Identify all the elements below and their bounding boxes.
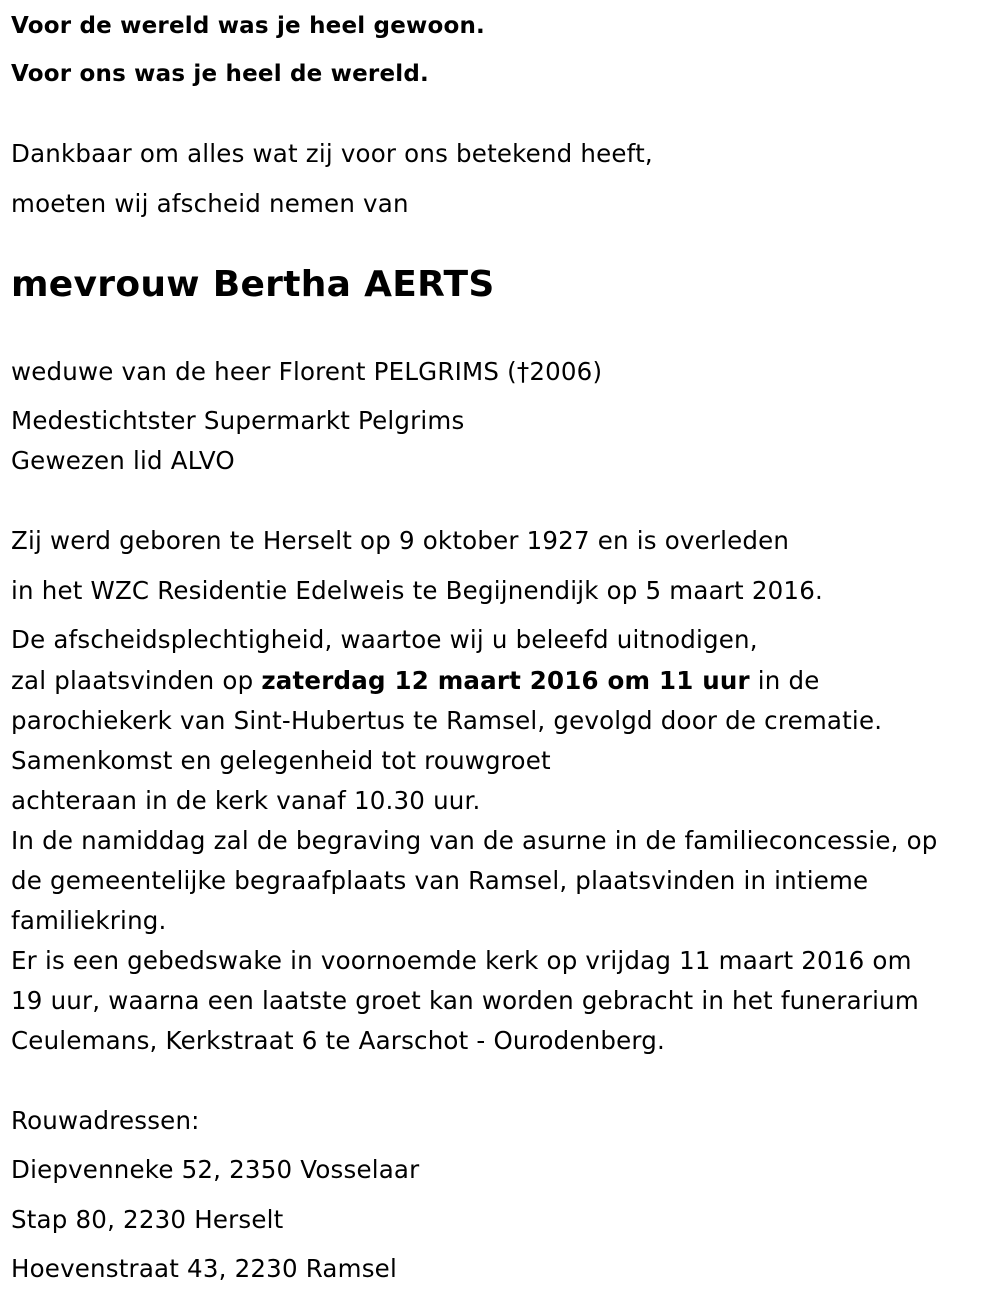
ceremony-line-9: Er is een gebedswake in voornoemde kerk op vrijdag 11 maart 2016 om [11,946,912,975]
role-line-2: Gewezen lid ALVO [11,446,235,475]
birth-death-line-1: Zij werd geboren te Herselt op 9 oktober 1927 en is overleden [11,526,790,555]
deceased-name: mevrouw Bertha AERTS [11,264,495,305]
motto-line-1: Voor de wereld was je heel gewoon. [11,13,485,39]
addresses-heading: Rouwadressen: [11,1106,200,1135]
ceremony-date-suffix: in de [749,666,820,695]
role-line-1: Medestichtster Supermarkt Pelgrims [11,406,465,435]
intro-line-2: moeten wij afscheid nemen van [11,189,409,218]
intro-line-1: Dankbaar om alles wat zij voor ons betekend heeft, [11,139,653,168]
cross-icon: † [516,357,530,386]
spouse-suffix: 2006) [529,357,603,386]
spouse-line [11,357,602,387]
ceremony-line-1: De afscheidsplechtigheid, waartoe wij u beleefd uitnodigen, [11,625,758,654]
ceremony-line-3: parochiekerk van Sint-Hubertus te Ramsel, gevolgd door de crematie. [11,706,883,735]
ceremony-line-7: de gemeentelijke begraafplaats van Ramsel, plaatsvinden in intieme [11,866,869,895]
address-item: Diepvenneke 52, 2350 Vosselaar [11,1155,420,1184]
ceremony-line-10: 19 uur, waarna een laatste groet kan worden gebracht in het funerarium [11,986,919,1015]
ceremony-line-11: Ceulemans, Kerkstraat 6 te Aarschot - Ourodenberg. [11,1026,665,1055]
ceremony-line-5: achteraan in de kerk vanaf 10.30 uur. [11,786,481,815]
spouse-prefix: weduwe van de heer Florent PELGRIMS ( [11,357,517,386]
ceremony-line-4: Samenkomst en gelegenheid tot rouwgroet [11,746,551,775]
ceremony-line-6: In de namiddag zal de begraving van de asurne in de familieconcessie, op [11,826,938,855]
ceremony-line-2 [11,666,820,696]
motto-line-2: Voor ons was je heel de wereld. [11,61,429,87]
ceremony-date: zaterdag 12 maart 2016 om 11 uur [261,666,750,695]
ceremony-date-prefix: zal plaatsvinden op [11,666,262,695]
address-item: Hoevenstraat 43, 2230 Ramsel [11,1254,397,1283]
ceremony-line-8: familiekring. [11,906,167,935]
birth-death-line-2: in het WZC Residentie Edelweis te Begijnendijk op 5 maart 2016. [11,576,823,605]
address-item: Stap 80, 2230 Herselt [11,1205,284,1234]
